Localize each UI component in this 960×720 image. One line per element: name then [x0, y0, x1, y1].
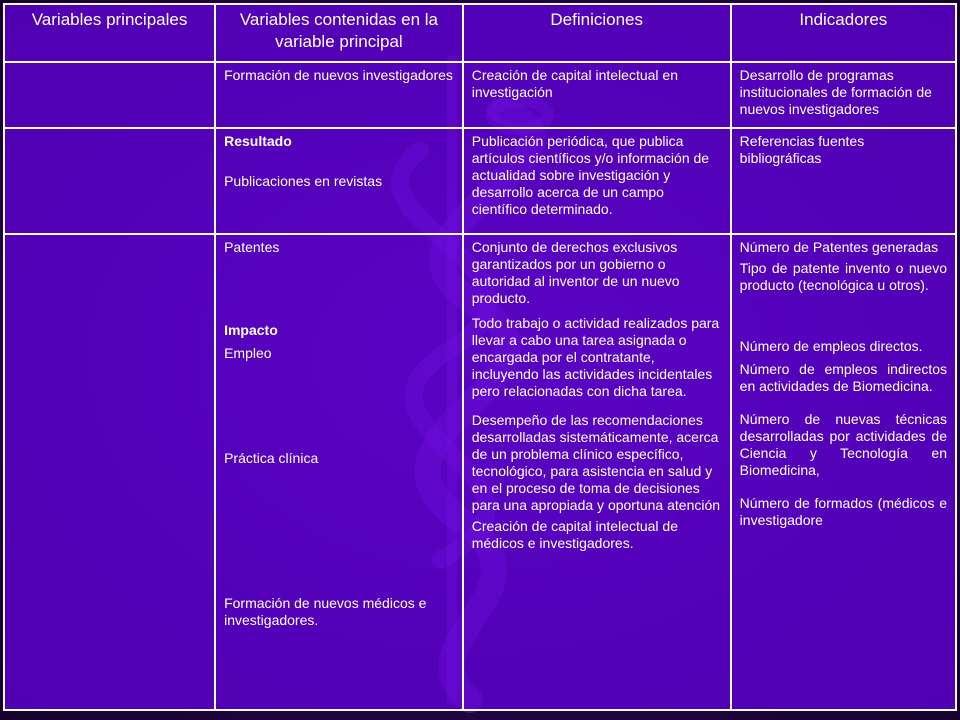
table-row	[4, 62, 956, 128]
definition-capital-intelectual: Creación de capital intelectual en investigación	[471, 67, 678, 100]
indicator-numero-patentes: Número de Patentes generadas	[739, 239, 939, 255]
indicator-tipo-patente: Tipo de patente invento o nuevo producto (tecnológica u otros).	[739, 260, 947, 293]
variable-patentes: Patentes	[224, 239, 280, 255]
cell-variable-contenida	[215, 62, 463, 128]
header-variables-principales: Variables principales	[4, 4, 215, 62]
header-definiciones: Definiciones	[463, 4, 731, 62]
definition-empleo: Todo trabajo o actividad realizados para llevar a cabo una tarea asignada o encargada por el contratante, incluyendo las actividades incidentales pero relacionadas con dicha tarea.	[471, 315, 720, 399]
table-header-row	[4, 4, 956, 62]
cell-definicion	[463, 128, 731, 234]
indicator-referencias: Referencias fuentes bibliográficas	[739, 133, 865, 166]
definition-publicacion-periodica: Publicación periódica, que publica artículos científicos y/o información de actualidad sobre investigación y desarrollo acerca de un campo científico determinado.	[471, 133, 710, 217]
header-indicadores: Indicadores	[731, 4, 956, 62]
indicator-numero-formados: Número de formados (médicos e investigadore	[739, 495, 947, 528]
cell-indicador	[731, 128, 956, 234]
cell-variable-principal	[4, 128, 215, 234]
indicator-desarrollo-programas: Desarrollo de programas institucionales de formación de nuevos investigadores	[739, 67, 932, 117]
cell-variable-principal	[4, 234, 215, 710]
table-row	[4, 234, 956, 710]
cell-definicion	[463, 234, 731, 710]
cell-variable-contenida	[215, 128, 463, 234]
indicator-nuevas-tecnicas: Número de nuevas técnicas desarrolladas por actividades de Ciencia y Tecnología en Biomedicina,	[739, 411, 947, 478]
table-row	[4, 128, 956, 234]
variable-formacion-medicos: Formación de nuevos médicos e investigadores.	[224, 595, 427, 628]
variable-empleo: Empleo	[224, 345, 272, 361]
variables-table	[3, 3, 957, 711]
definition-patentes: Conjunto de derechos exclusivos garantizados por un gobierno o autoridad al inventor de un nuevo producto.	[471, 239, 680, 306]
indicator-empleos-directos: Número de empleos directos.	[739, 338, 923, 354]
cell-variable-principal	[4, 62, 215, 128]
header-variables-contenidas: Variables contenidas en la variable principal	[215, 4, 463, 62]
cell-indicador	[731, 62, 956, 128]
cell-variable-contenida	[215, 234, 463, 710]
variable-practica-clinica: Práctica clínica	[224, 450, 319, 466]
definition-practica-clinica: Desempeño de las recomendaciones desarrolladas sistemáticamente, acerca de un problema clínico específico, tecnológico, para asistencia en salud y en el proceso de toma de decisiones para una apropiada y oportuna atención	[471, 412, 721, 513]
indicator-empleos-indirectos: Número de empleos indirectos en actividades de Biomedicina.	[739, 361, 947, 394]
cell-indicador	[731, 234, 956, 710]
definition-formacion: Creación de capital intelectual de médicos e investigadores.	[471, 518, 678, 551]
variable-publicaciones: Publicaciones en revistas	[224, 173, 383, 189]
resultado-heading: Resultado	[224, 133, 292, 149]
variable-formacion-investigadores: Formación de nuevos investigadores	[224, 67, 453, 83]
impacto-heading: Impacto	[224, 322, 278, 338]
cell-definicion	[463, 62, 731, 128]
